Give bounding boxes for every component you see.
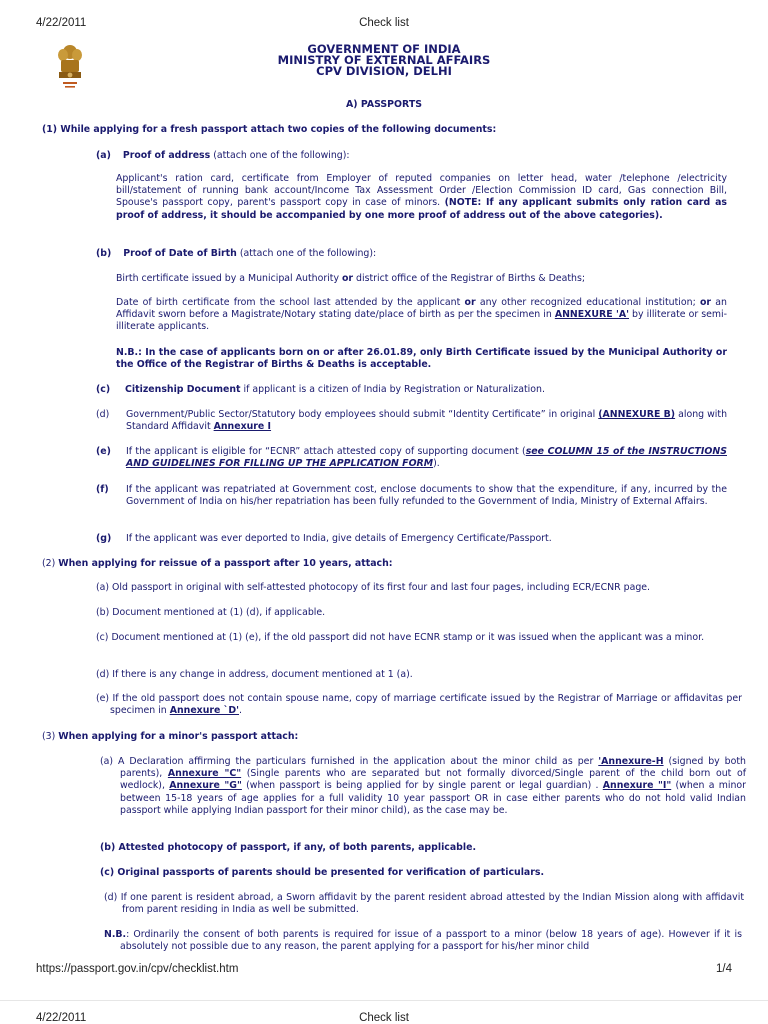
s2-title xyxy=(42,558,742,570)
print-title: Check list xyxy=(359,17,409,29)
annexure-a-link[interactable]: ANNEXURE 'A' xyxy=(554,309,629,321)
s1-a-body: Applicant's ration card, certificate from Employer of reputed companies on letter head, water /telephone /electricity bill/statement of running bank account/Income Tax Assessment Order /Election Commission ID card, Gas connection Bill, Spouse's passport copy, parent's passport copy in case of minors. xyxy=(116,173,727,209)
page-separator xyxy=(0,1000,768,1001)
s3-title-text: When applying for a minor's passport attach: xyxy=(58,731,299,742)
next-print-date: 4/22/2011 xyxy=(36,1012,87,1024)
s2-a: (a) Old passport in original with self-attested photocopy of its first four and last four pages, including ECR/ECNR page. xyxy=(96,582,651,593)
s1-b-note: (attach one of the following): xyxy=(236,248,377,259)
s1-b-or2: or xyxy=(464,297,476,308)
heading-line-division: CPV DIVISION, DELHI xyxy=(316,64,452,78)
s2-title-text: When applying for reissue of a passport after 10 years, attach: xyxy=(58,558,393,569)
s1-b-or3: or xyxy=(699,297,712,308)
s1-a-note-bold: (NOTE: If any applicant submits only ration card as proof of address, it should be accompanied by one more proof of address out of the above categories). xyxy=(116,197,727,221)
annexure-g-link[interactable]: Annexure "G" xyxy=(169,780,242,792)
s1-g-label: (g) xyxy=(96,533,112,544)
s3-a xyxy=(100,756,746,817)
s3-nb xyxy=(104,929,742,953)
s3-b: (b) Attested photocopy of passport, if any, of both parents, applicable. xyxy=(100,842,477,853)
s2-c: (c) Document mentioned at (1) (e), if the old passport did not have ECNR stamp or it was issued when the applicant was a minor. xyxy=(96,632,705,643)
s2-d: (d) If there is any change in address, document mentioned at 1 (a). xyxy=(96,669,413,680)
s1-b-text1a: Birth certificate issued by a Municipal Authority xyxy=(116,273,342,284)
s3-a-text1: (a) A Declaration affirming the particulars furnished in the application about the minor child as per xyxy=(100,756,599,767)
s2-b: (b) Document mentioned at (1) (d), if applicable. xyxy=(96,607,326,618)
s1-b-heading xyxy=(96,248,736,260)
s1-g-text: If the applicant was ever deported to India, give details of Emergency Certificate/Passport. xyxy=(126,533,552,544)
s1-d-label: (d) xyxy=(96,409,110,420)
next-print-title: Check list xyxy=(359,1012,409,1024)
s3-nb-text: : Ordinarily the consent of both parents is required for issue of a passport to a minor (below 18 years of age). However if it is absolutely not possible due to any reason, the parent applying for a passport for his/her minor child xyxy=(120,929,742,953)
s1-c-title: Citizenship Document xyxy=(125,384,241,395)
s3-a-text3: (Single parents who are separated but not formally divorced/Single parent of the child born out of wedlock), xyxy=(120,768,747,792)
page-header xyxy=(0,17,768,31)
s1-f-label: (f) xyxy=(96,484,109,495)
page-number: 1/4 xyxy=(716,963,732,975)
s1-d-text2: along with Standard Affidavit xyxy=(126,409,728,433)
s1-b-text2d: by illiterate or semi-illiterate applicants. xyxy=(116,309,728,333)
s3-c: (c) Original passports of parents should be presented for verification of particulars. xyxy=(100,867,545,878)
ministry-heading xyxy=(0,44,768,77)
s2-e-end: . xyxy=(239,705,242,717)
s1-f-text: If the applicant was repatriated at Government cost, enclose documents to show that the expenditure, if any, incurred by the Government of India on his/her repatriation has been fully refunded to the Government of India, Ministry of External Affairs. xyxy=(126,484,727,508)
annexure-i-minor-link[interactable]: Annexure "I" xyxy=(602,780,672,792)
instructions-link[interactable]: see COLUMN 15 of the INSTRUCTIONS AND GUIDELINES FOR FILLING UP THE APPLICATION FORM xyxy=(126,446,727,470)
s1-a-label: (a) xyxy=(96,150,111,161)
s1-c-label: (c) xyxy=(96,384,111,395)
annexure-b-link[interactable]: (ANNEXURE B) xyxy=(598,409,676,420)
annexure-c-link[interactable]: Annexure "C" xyxy=(167,768,242,780)
print-date: 4/22/2011 xyxy=(36,17,87,29)
s1-d-text xyxy=(126,409,727,433)
s1-b-text2a: Date of birth certificate from the school last attended by the applicant xyxy=(116,297,465,308)
heading-line-ministry: MINISTRY OF EXTERNAL AFFAIRS xyxy=(277,53,491,67)
s1-a-heading xyxy=(96,150,736,162)
s1-b-nb: N.B.: In the case of applicants born on or after 26.01.89, only Birth Certificate issued by the Municipal Authority or the Office of the Registrar of Births & Deaths is acceptable. xyxy=(116,347,727,371)
s2-e-text: (e) If the old passport does not contain spouse name, copy of marriage certificate issued by the Registrar of Marriage or affidavitas per specimen in xyxy=(96,693,742,717)
s1-e-text xyxy=(126,446,727,470)
s1-b-text2 xyxy=(116,297,727,334)
s3-a-text2: (signed by both parents), xyxy=(120,756,746,780)
s3-title xyxy=(42,731,742,743)
s1-title: (1) While applying for a fresh passport attach two copies of the following documents: xyxy=(42,124,497,135)
s1-c-text: if applicant is a citizen of India by Registration or Naturalization. xyxy=(240,384,545,395)
annexure-h-link[interactable]: 'Annexure-H xyxy=(598,756,664,767)
s1-c xyxy=(96,384,736,396)
annexure-i-link[interactable]: Annexure I xyxy=(213,421,272,433)
s1-b-text2b: any other recognized educational institution; xyxy=(475,297,700,308)
s1-e-end: ). xyxy=(433,458,440,470)
s1-b-title: Proof of Date of Birth xyxy=(123,248,237,259)
heading-line-government: GOVERNMENT OF INDIA xyxy=(307,42,461,56)
s1-a-title: Proof of address xyxy=(122,150,211,161)
s1-b-text1 xyxy=(116,273,727,285)
s1-b-text1b: district office of the Registrar of Births & Deaths; xyxy=(353,273,585,284)
s3-d: (d) If one parent is resident abroad, a Sworn affidavit by the parent resident abroad attested by the Indian Mission along with affidavit from parent residing in India as well be submitted. xyxy=(104,892,744,916)
s3-a-text5: (when a minor between 15-18 years of age applies for a full validity 10 year passport OR in case either parents who do not hold valid Indian passport while applying Indian passport for their minor child), as the case may be. xyxy=(120,780,746,816)
s1-d-text1: Government/Public Sector/Statutory body employees should submit “Identity Certificate” in original xyxy=(126,409,599,420)
s2-e xyxy=(96,693,742,717)
s1-e-body: If the applicant is eligible for “ECNR” attach attested copy of supporting document ( xyxy=(126,446,526,457)
s3-num: (3) xyxy=(42,731,59,742)
s1-e-label: (e) xyxy=(96,446,111,457)
s3-a-text4: (when passport is being applied for by single parent or legal guardian) . xyxy=(241,780,603,792)
annexure-d-link[interactable]: Annexure `D' xyxy=(169,705,239,717)
page-url: https://passport.gov.in/cpv/checklist.htm xyxy=(36,963,239,975)
s1-a-note: (attach one of the following): xyxy=(210,150,350,161)
s2-num: (2) xyxy=(42,558,59,569)
s1-b-text2c: an Affidavit sworn before a Magistrate/Notary stating date/place of birth as per the specimen in xyxy=(116,297,727,321)
s1-b-label: (b) xyxy=(96,248,112,259)
section-title: A) PASSPORTS xyxy=(346,99,422,110)
s3-nb-label: N.B. xyxy=(104,929,127,940)
s1-a-text xyxy=(116,173,727,222)
s1-b-or: or xyxy=(341,273,354,284)
